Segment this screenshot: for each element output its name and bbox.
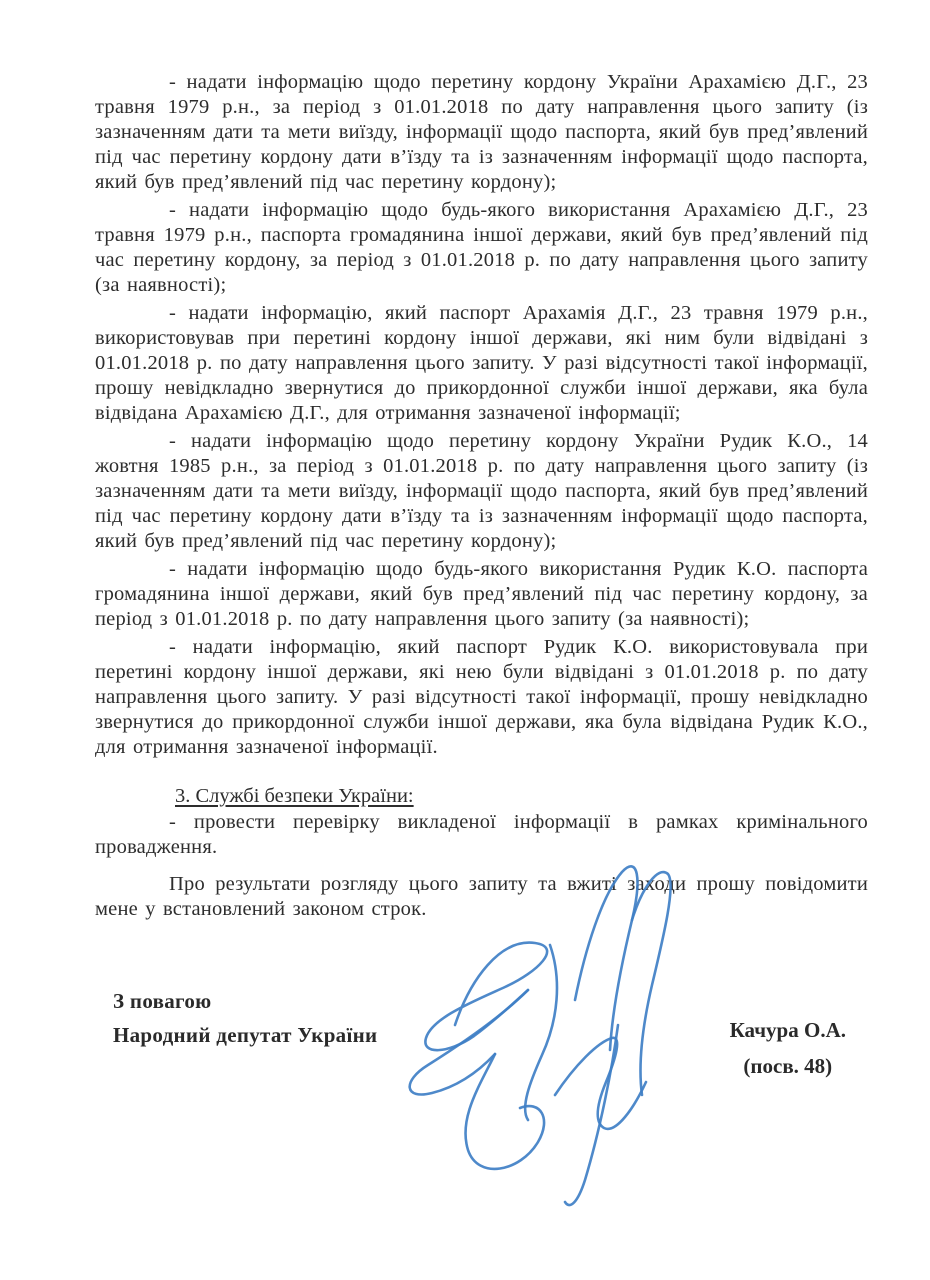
section-3-heading: 3. Службі безпеки України: [175, 785, 414, 807]
request-paragraph: - надати інформацію, який паспорт Рудик К.О. використовувала при перетині кордону іншої держави, які нею були відвідані з 01.01.2018 р. по дату направлення цього запиту. У разі відсутності такої інформації, прошу невідкладно звернутися до прикордонної служби іншої держави, яка була відвідана Рудик К.О., для отримання зазначеної інформації. [95, 636, 868, 758]
signature-block-right [730, 1012, 846, 1084]
signature-block-left [113, 984, 377, 1052]
signer-credential: (посв. 48) [743, 1054, 833, 1078]
closing-paragraph: Про результати розгляду цього запиту та вжиті заходи прошу повідомити мене у встановлений законом строк. [95, 873, 868, 920]
signer-title: Народний депутат України [113, 1023, 378, 1047]
letter-body [95, 70, 868, 925]
salutation: З повагою [113, 989, 212, 1013]
request-paragraph: - надати інформацію щодо будь-якого використання Арахамією Д.Г., 23 травня 1979 р.н., паспорта громадянина іншої держави, який був пред’явлений під час перетину кордону, за період з 01.01.2018 р. по дату направлення цього запиту (за наявності); [95, 199, 868, 296]
request-paragraph: - надати інформацію щодо перетину кордону України Арахамією Д.Г., 23 травня 1979 р.н., за період з 01.01.2018 по дату направлення цього запиту (із зазначенням дати та мети виїзду, інформації щодо паспорта, який був пред’явлений під час перетину кордону дати в’їзду та із зазначенням інформації щодо паспорта, який був пред’явлений під час перетину кордону); [95, 71, 868, 193]
signature-stroke [525, 945, 557, 1120]
signature-stroke [555, 1038, 646, 1129]
request-paragraph: - надати інформацію щодо будь-якого використання Рудик К.О. паспорта громадянина іншої держави, який був пред’явлений під час перетину кордону, за період з 01.01.2018 р. по дату направлення цього запиту (за наявності); [95, 558, 868, 630]
signature-stroke [425, 943, 547, 1051]
signature-stroke [565, 1025, 618, 1205]
signer-name: Качура О.А. [729, 1018, 846, 1042]
section-3-item: - провести перевірку викладеної інформації в рамках кримінального провадження. [95, 811, 868, 858]
request-paragraph: - надати інформацію, який паспорт Арахамія Д.Г., 23 травня 1979 р.н., використовував при перетині кордону іншої держави, які ним були відвідані з 01.01.2018 р. по дату направлення цього запиту. У разі відсутності такої інформації, прошу невідкладно звернутися до прикордонної служби іншої держави, яка була відвідана Арахамією Д.Г., для отримання зазначеної інформації; [95, 302, 868, 424]
signature-stroke [465, 1054, 544, 1169]
request-paragraph: - надати інформацію щодо перетину кордону України Рудик К.О., 14 жовтня 1985 р.н., за період з 01.01.2018 р. по дату направлення цього запиту (із зазначенням дати та мети виїзду, інформації щодо паспорта, який був пред’явлений під час перетину кордону дати в’їзду та із зазначенням інформації щодо паспорта, який був пред’явлений під час перетину кордону); [95, 430, 868, 552]
signature-stroke [410, 990, 528, 1094]
